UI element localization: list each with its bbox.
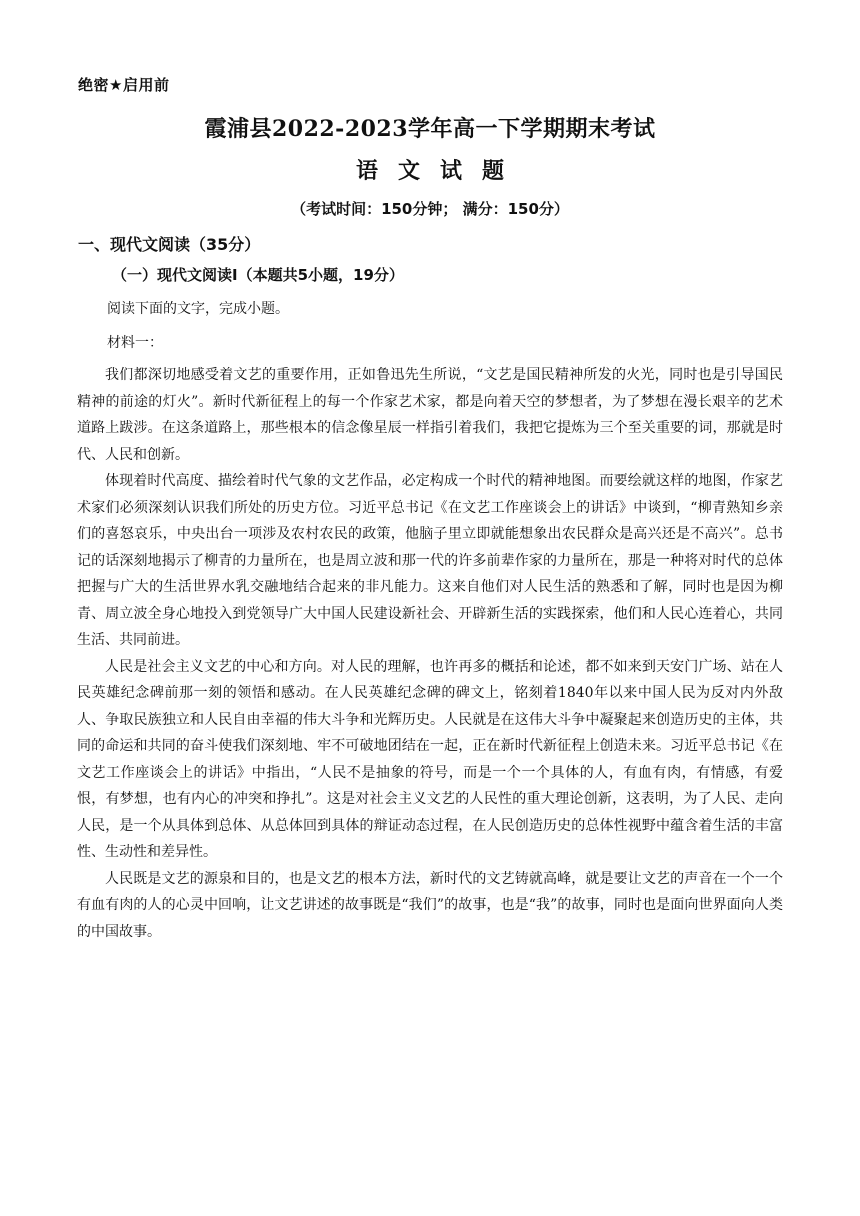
- exam-info: （考试时间：150分钟； 满分：150分）: [291, 200, 569, 218]
- subsection-heading: （一）现代文阅读Ⅰ（本题共5小题，19分）: [112, 266, 404, 284]
- paragraph: 人民既是文艺的源泉和目的，也是文艺的根本方法，新时代的文艺铸就高峰，就是要让文艺的声音在一个一个有血有肉的人的心灵中回响，让文艺讲述的故事既是“我们”的故事，也是“我”的故事，同时也是面向世界面向人类的中国故事。: [77, 870, 783, 940]
- paragraph: 我们都深切地感受着文艺的重要作用，正如鲁迅先生所说，“文艺是国民精神所发的火光，同时也是引导国民精神的前途的灯火”。新时代新征程上的每一个作家艺术家，都是向着天空的梦想者，为了梦想在漫长艰辛的艺术道路上跋涉。在这条道路上，那些根本的信念像星辰一样指引着我们，我把它提炼为三个至关重要的词，那就是时代、人民和创新。: [77, 367, 783, 463]
- material-body: [77, 362, 783, 945]
- exam-title: 霞浦县2022-2023学年高一下学期期末考试: [204, 116, 656, 142]
- subject-title: 语文试题: [355, 158, 524, 184]
- reading-instruction: 阅读下面的文字，完成小题。: [107, 301, 289, 317]
- paragraph: 体现着时代高度、描绘着时代气象的文艺作品，必定构成一个时代的精神地图。而要绘就这样的地图，作家艺术家们必须深刻认识我们所处的历史方位。习近平总书记《在文艺工作座谈会上的讲话》中谈到，“柳青熟知乡亲们的喜怒哀乐，中央出台一项涉及农村农民的政策，他脑子里立即就能想象出农民群众是高兴还是不高兴”。总书记的话深刻地揭示了柳青的力量所在，也是周立波和那一代的许多前辈作家的力量所在，那是一种将对时代的总体把握与广大的生活世界水乳交融地结合起来的非凡能力。这来自他们对人民生活的熟悉和了解，同时也是因为柳青、周立波全身心地投入到党领导广大中国人民建设新社会、开辟新生活的实践探索，他们和人民心连着心，共同生活、共同前进。: [77, 473, 783, 648]
- material-label: 材料一：: [107, 335, 163, 351]
- section-heading: 一、现代文阅读（35分）: [78, 235, 261, 254]
- paragraph: 人民是社会主义文艺的中心和方向。对人民的理解，也许再多的概括和论述，都不如来到天安门广场、站在人民英雄纪念碑前那一刻的领悟和感动。在人民英雄纪念碑的碑文上，铭刻着1840年以来中国人民为反对内外敌人、争取民族独立和人民自由幸福的伟大斗争和光辉历史。人民就是在这伟大斗争中凝聚起来创造历史的主体，共同的命运和共同的奋斗使我们深刻地、牢不可破地团结在一起，正在新时代新征程上创造未来。习近平总书记《在文艺工作座谈会上的讲话》中指出，“人民不是抽象的符号，而是一个一个具体的人，有血有肉，有情感，有爱恨，有梦想，也有内心的冲突和挣扎”。这是对社会主义文艺的人民性的重大理论创新，这表明，为了人民、走向人民，是一个从具体到总体、从总体回到具体的辩证动态过程，在人民创造历史的总体性视野中蕴含着生活的丰富性、生动性和差异性。: [77, 658, 783, 860]
- confidential-label: 绝密★启用前: [78, 76, 170, 94]
